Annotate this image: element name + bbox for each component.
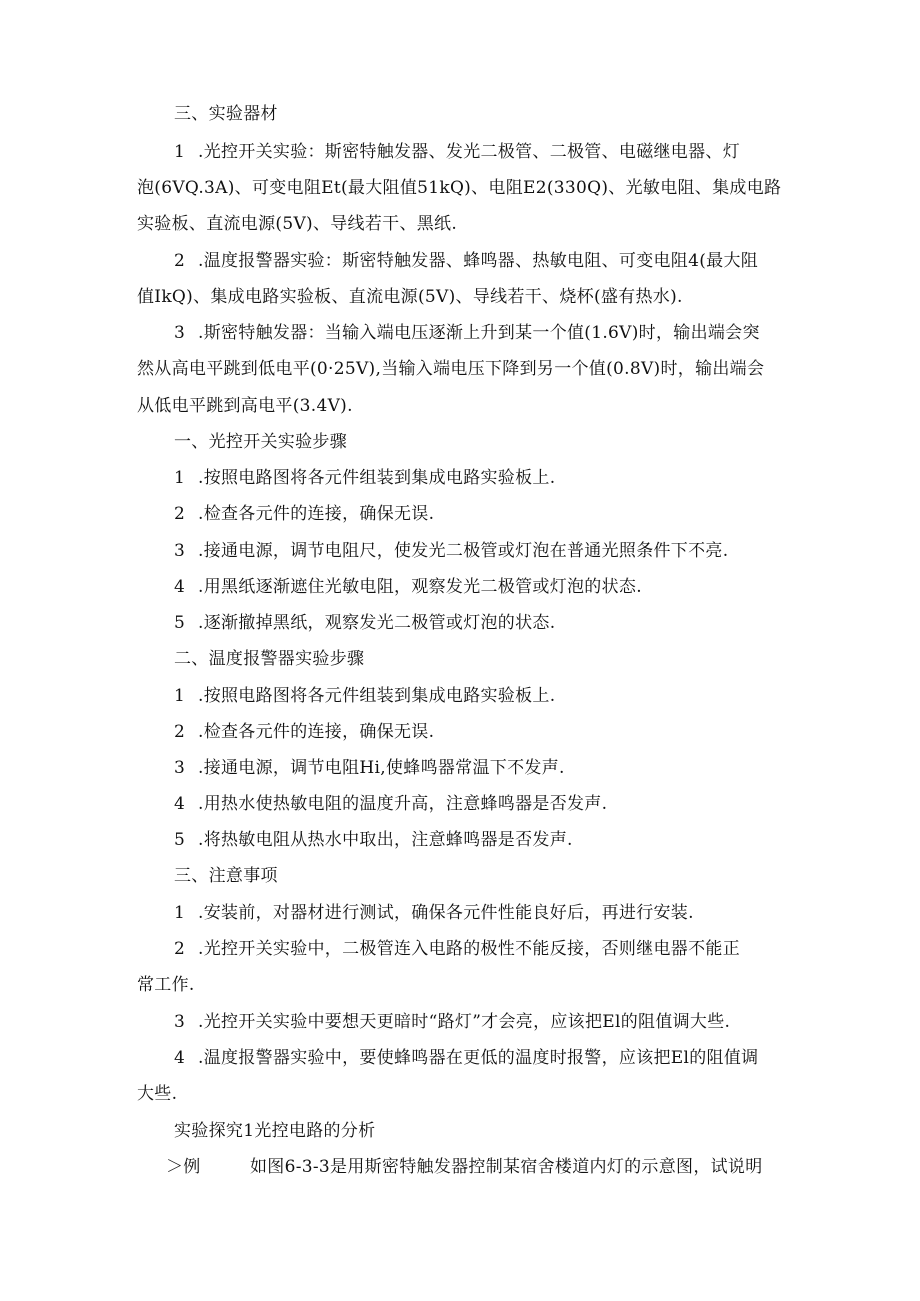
temp-step-1 [174, 685, 555, 707]
step-text: .用热水使热敏电阻的温度升高，注意蜂鸣器是否发声. [198, 794, 608, 814]
step-text: .接通电源，调节电阻尺，使发光二极管或灯泡在普通光照条件下不亮. [198, 541, 729, 561]
paragraph-line: 从低电平跳到高电平(3.4V). [137, 396, 353, 416]
paragraph-line: 然从高电平跳到低电平(0·25V),当输入端电压下降到另一个值(0.8V)时，输出端会 [137, 359, 765, 379]
step-text: .按照电路图将各元件组装到集成电路实验板上. [198, 468, 556, 488]
light-step-3 [174, 540, 728, 562]
light-step-5 [174, 612, 555, 634]
item-number: 3 [174, 541, 186, 561]
paragraph-line: .光控开关实验中要想天更暗时“路灯”才会亮，应该把El的阻值调大些. [198, 1012, 731, 1032]
temp-step-5 [174, 829, 573, 851]
item-number: 5 [174, 613, 186, 633]
notes-heading: 三、注意事项 [174, 866, 278, 886]
item-number: 4 [174, 1048, 186, 1068]
materials-heading: 三、实验器材 [174, 104, 278, 124]
step-text: .按照电路图将各元件组装到集成电路实验板上. [198, 686, 556, 706]
step-text: .逐渐撤掉黑纸，观察发光二极管或灯泡的状态. [198, 613, 556, 633]
item-number: 2 [174, 251, 186, 271]
inquiry-heading: 实验探究1光控电路的分析 [174, 1121, 376, 1141]
note-3 [174, 1011, 730, 1033]
item-number: 2 [174, 722, 186, 742]
paragraph-line: 值IkQ)、集成电路实验板、直流电源(5V)、导线若干、烧杯(盛有热水). [137, 287, 683, 307]
temp-step-3 [174, 757, 565, 779]
item-number: 5 [174, 830, 186, 850]
note-1 [174, 902, 694, 924]
step-text: .检查各元件的连接，确保无误. [198, 722, 435, 742]
temp-step-4 [174, 793, 607, 815]
example-text: 如图6-3-3是用斯密特触发器控制某宿舍楼道内灯的示意图，试说明 [250, 1157, 763, 1177]
item-number: 2 [174, 504, 186, 524]
paragraph-line: 常工作. [137, 975, 195, 995]
paragraph-line: .光控开关实验中，二极管连入电路的极性不能反接，否则继电器不能正 [198, 939, 741, 959]
light-step-4 [174, 576, 642, 598]
item-number: 3 [174, 758, 186, 778]
light-steps-heading: 一、光控开关实验步骤 [174, 432, 347, 452]
item-number: 3 [174, 323, 186, 343]
item-number: 1 [174, 142, 186, 162]
item-number: 1 [174, 686, 186, 706]
item-number: 2 [174, 939, 186, 959]
step-text: .用黑纸逐渐遮住光敏电阻，观察发光二极管或灯泡的状态. [198, 577, 642, 597]
paragraph-line: .温度报警器实验：斯密特触发器、蜂鸣器、热敏电阻、可变电阻4(最大阻 [198, 251, 759, 271]
step-text: .检查各元件的连接，确保无误. [198, 504, 435, 524]
light-step-2 [174, 503, 434, 525]
step-text: .将热敏电阻从热水中取出，注意蜂鸣器是否发声. [198, 830, 573, 850]
item-number: 1 [174, 468, 186, 488]
paragraph-line: .光控开关实验：斯密特触发器、发光二极管、二极管、电磁继电器、灯 [198, 142, 741, 162]
paragraph-line: 泡(6VQ.3A)、可变电阻Et(最大阻值51kQ)、电阻E2(330Q)、光敏电阻、集成电路 [137, 178, 782, 198]
paragraph-line: .温度报警器实验中，要使蜂鸣器在更低的温度时报警，应该把El的阻值调 [198, 1048, 759, 1068]
item-number: 1 [174, 903, 186, 923]
paragraph-line: .安装前，对器材进行测试，确保各元件性能良好后，再进行安装. [198, 903, 694, 923]
item-number: 4 [174, 794, 186, 814]
light-step-1 [174, 467, 555, 489]
paragraph-line: 大些. [137, 1084, 178, 1104]
item-number: 4 [174, 577, 186, 597]
item-number: 3 [174, 1012, 186, 1032]
paragraph-line: 实验板、直流电源(5V)、导线若干、黑纸. [137, 214, 458, 234]
paragraph-line: .斯密特触发器：当输入端电压逐渐上升到某一个值(1.6V)时，输出端会突 [198, 323, 760, 343]
example-marker: ＞例 [166, 1157, 201, 1177]
temp-steps-heading: 二、温度报警器实验步骤 [174, 649, 365, 669]
example-line [166, 1156, 763, 1178]
temp-step-2 [174, 721, 434, 743]
step-text: .接通电源，调节电阻Hi,使蜂鸣器常温下不发声. [198, 758, 565, 778]
